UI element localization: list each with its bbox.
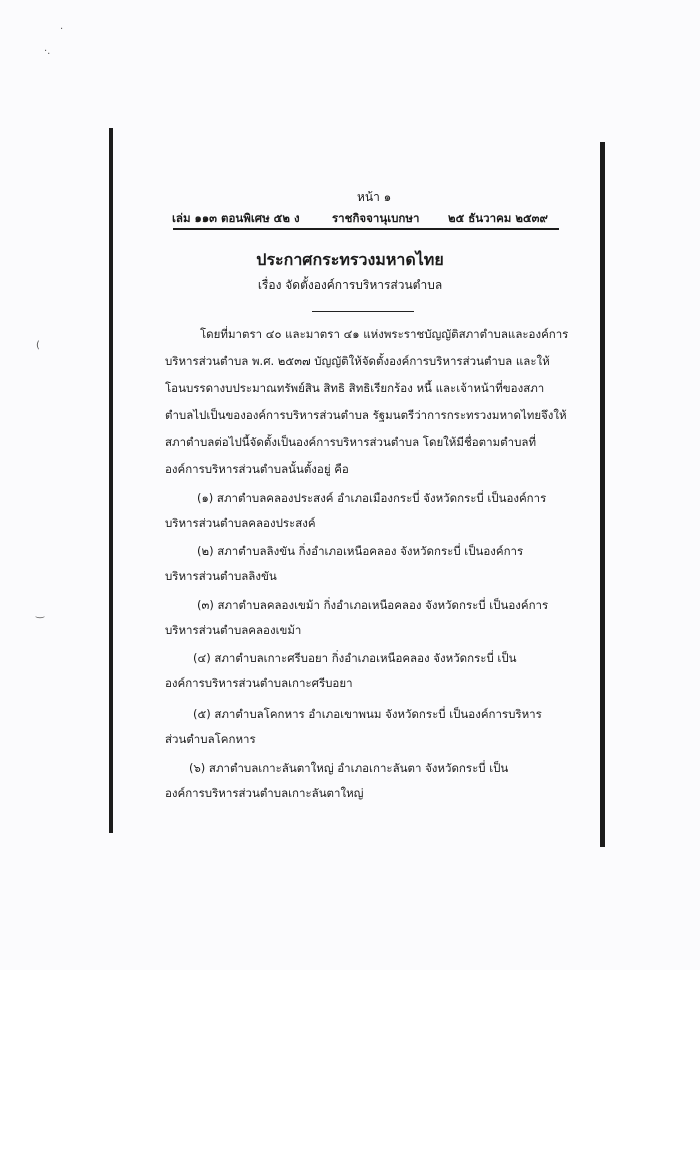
list-item-line: บริหารส่วนตำบลคลองประสงค์	[165, 516, 316, 530]
left-border-line	[109, 128, 113, 833]
right-border-line	[600, 142, 605, 847]
intro-line: โดยที่มาตรา ๔๐ และมาตรา ๔๑ แห่งพระราชบัญญัติสภาตำบลและองค์การ	[200, 327, 569, 341]
blank-area	[0, 970, 700, 1153]
list-item-line: (๕) สภาตำบลโคกหาร อำเภอเขาพนม จังหวัดกระบี่ เป็นองค์การบริหาร	[193, 707, 542, 721]
announcement-subject: เรื่อง จัดตั้งองค์การบริหารส่วนตำบล	[257, 278, 443, 292]
list-item-line: ส่วนตำบลโคกหาร	[165, 732, 256, 746]
list-item-line: บริหารส่วนตำบลคลองเขม้า	[165, 623, 302, 637]
list-item-line: องค์การบริหารส่วนตำบลเกาะศรีบอยา	[165, 676, 353, 690]
header-rule	[173, 228, 559, 230]
scan-speck: (	[36, 340, 40, 351]
announcement-title: ประกาศกระทรวงมหาดไทย	[256, 250, 444, 269]
list-item-line: บริหารส่วนตำบลลิงขัน	[165, 569, 277, 583]
scan-speck: ·	[60, 24, 64, 35]
scan-speck: ·.	[44, 46, 51, 57]
intro-line: โอนบรรดางบประมาณทรัพย์สิน สิทธิ สิทธิเรียกร้อง หนี้ และเจ้าหน้าที่ของสภา	[165, 381, 545, 395]
separator-line	[312, 311, 414, 312]
gazette-name: ราชกิจจานุเบกษา	[332, 211, 420, 225]
intro-line: บริหารส่วนตำบล พ.ศ. ๒๕๓๗ บัญญัติให้จัดตั้งองค์การบริหารส่วนตำบล และให้	[165, 354, 550, 368]
intro-line: สภาตำบลต่อไปนี้จัดตั้งเป็นองค์การบริหารส่วนตำบล โดยให้มีชื่อตามตำบลที่	[165, 435, 537, 449]
list-item-line: (๑) สภาตำบลคลองประสงค์ อำเภอเมืองกระบี่ จังหวัดกระบี่ เป็นองค์การ	[197, 491, 547, 505]
gazette-date: ๒๕ ธันวาคม ๒๕๓๙	[448, 211, 548, 225]
intro-line: องค์การบริหารส่วนตำบลนั้นตั้งอยู่ คือ	[165, 462, 349, 476]
page-number: หน้า ๑	[357, 190, 392, 204]
intro-line: ตำบลไปเป็นขององค์การบริหารส่วนตำบล รัฐมนตรีว่าการกระทรวงมหาดไทยจึงให้	[165, 408, 567, 422]
list-item-line: องค์การบริหารส่วนตำบลเกาะลันตาใหญ่	[165, 786, 364, 800]
list-item-line: (๓) สภาตำบลคลองเขม้า กิ่งอำเภอเหนือคลอง จังหวัดกระบี่ เป็นองค์การ	[197, 598, 549, 612]
list-item-line: (๔) สภาตำบลเกาะศรีบอยา กิ่งอำเภอเหนือคลอง จังหวัดกระบี่ เป็น	[193, 651, 517, 665]
scan-speck: ‿	[36, 608, 45, 619]
list-item-line: (๖) สภาตำบลเกาะลันตาใหญ่ อำเภอเกาะลันตา จังหวัดกระบี่ เป็น	[189, 761, 509, 775]
gazette-volume: เล่ม ๑๑๓ ตอนพิเศษ ๕๒ ง	[172, 211, 300, 225]
list-item-line: (๒) สภาตำบลลิงขัน กิ่งอำเภอเหนือคลอง จังหวัดกระบี่ เป็นองค์การ	[197, 544, 524, 558]
